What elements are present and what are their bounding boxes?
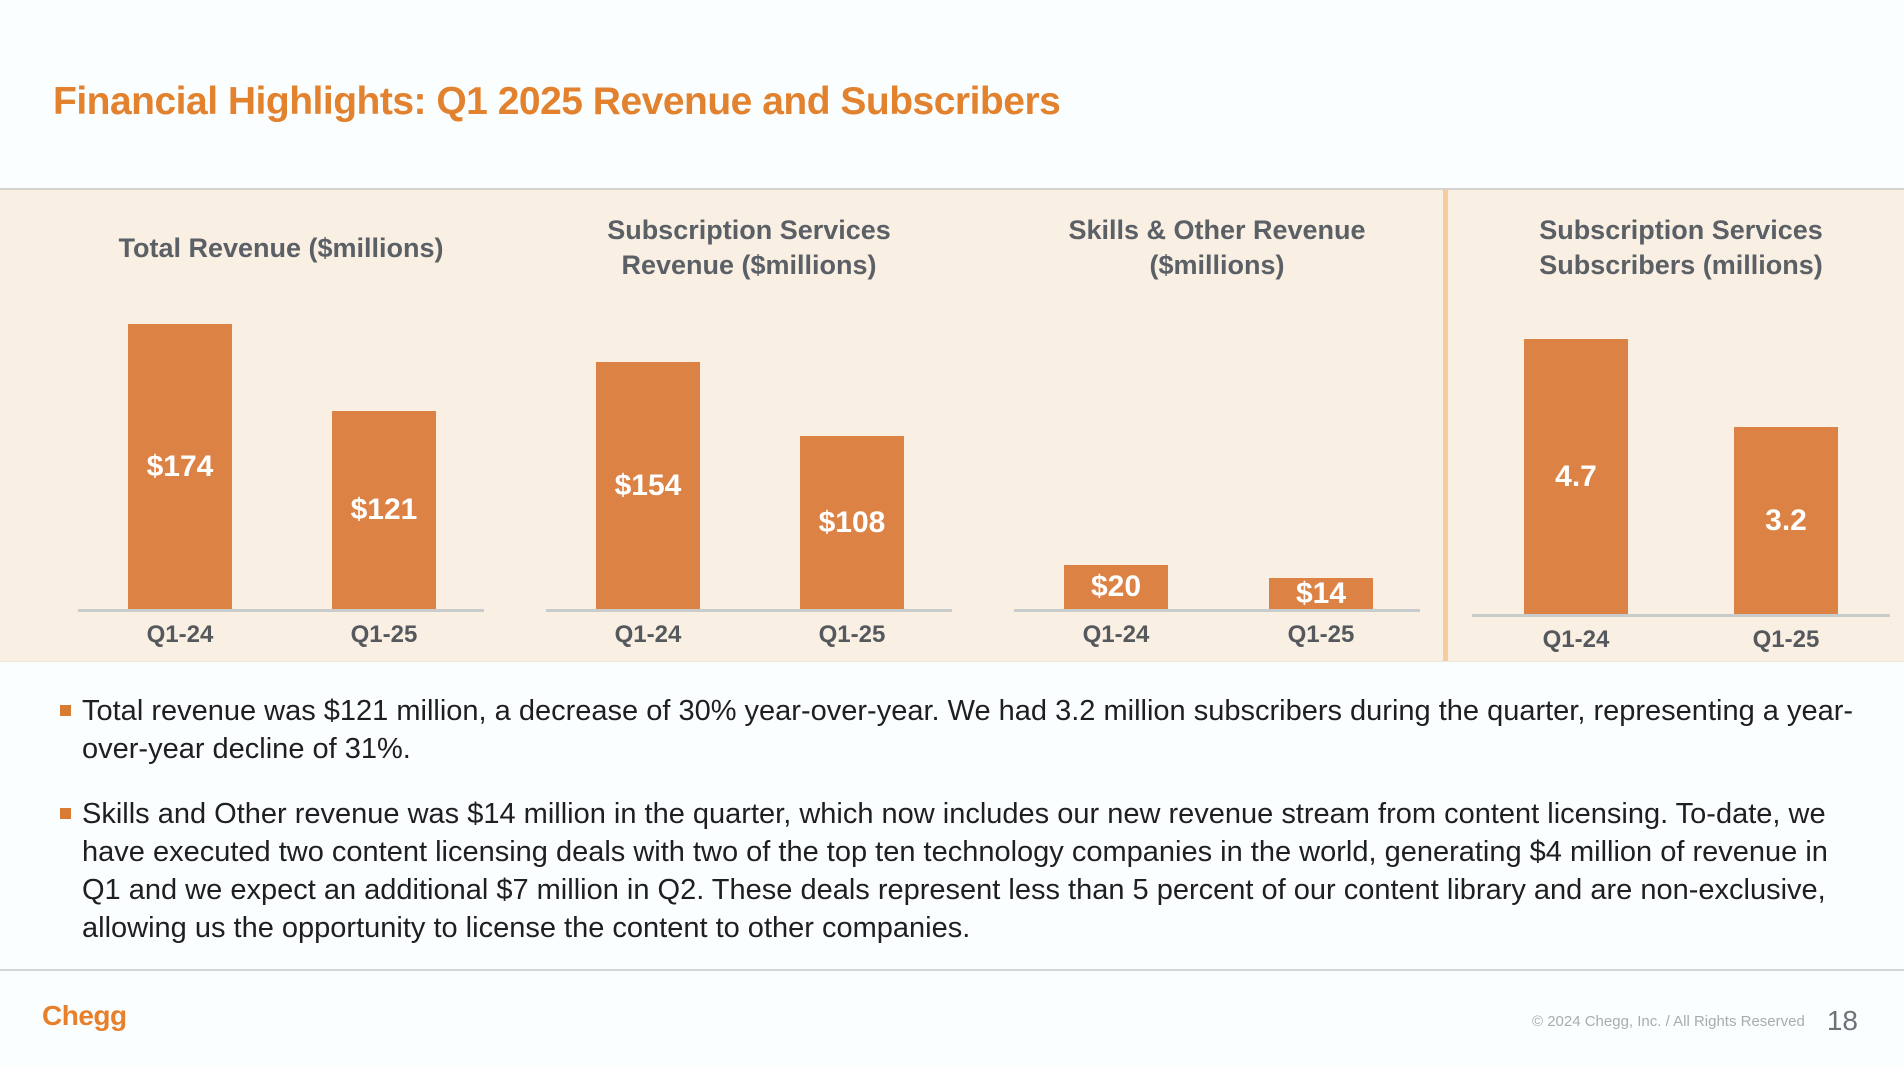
x-axis-label: Q1-24 — [1082, 621, 1150, 648]
copyright-text: © 2024 Chegg, Inc. / All Rights Reserved — [1531, 1012, 1805, 1030]
bullet-text: Total revenue was $121 million, a decrease of 30% year-over-year. We had 3.2 million subscribers during the quarter, representing a year-over-year decline of 31%. — [82, 695, 1854, 765]
x-axis-label: Q1-25 — [818, 621, 886, 648]
x-axis-label: Q1-24 — [146, 621, 214, 648]
x-axis-line — [78, 609, 484, 612]
bullet-list — [60, 692, 1866, 974]
bar-value-label: $121 — [350, 493, 418, 526]
bar-value-label: 4.7 — [1555, 459, 1597, 493]
bar-value-label: $108 — [818, 505, 886, 539]
page-title: Financial Highlights: Q1 2025 Revenue and Subscribers — [53, 80, 1061, 123]
chart-title: Subscription Services Revenue ($millions) — [607, 215, 891, 280]
bar-Q1-25 — [800, 436, 904, 609]
footer-right — [1532, 1000, 1858, 1042]
bar-Q1-25 — [1734, 427, 1838, 614]
bar-Q1-24 — [1064, 565, 1168, 609]
x-axis-line — [546, 609, 952, 612]
chart-panel-2 — [506, 190, 992, 661]
bullet-text: Skills and Other revenue was $14 million in the quarter, which now includes our new revenue stream from content licensing. To-date, we have executed two content licensing deals with two of the top ten technology companies in the world, generating $4 million of revenue in Q1 and we expect an additional $7 million in Q2. These deals represent less than 5 percent of our content library and are non-exclusive, allowing us the opportunity to license the content to other companies. — [82, 798, 1828, 944]
x-axis-label: Q1-25 — [1287, 621, 1355, 648]
footer-divider — [0, 969, 1904, 971]
page-number: 18 — [1826, 1005, 1858, 1036]
bar-value-label: $174 — [146, 449, 214, 483]
bar-Q1-25 — [332, 411, 436, 609]
chart-title: Skills & Other Revenue ($millions) — [1068, 215, 1366, 280]
x-axis-label: Q1-25 — [350, 621, 418, 648]
x-axis-line — [1472, 614, 1890, 617]
bar-Q1-25 — [1269, 578, 1373, 609]
bar-Q1-24 — [128, 324, 232, 609]
chegg-logo: Chegg — [42, 1000, 127, 1031]
bar-value-label: $154 — [614, 468, 682, 502]
chart-panel-4 — [1432, 190, 1904, 661]
bar-Q1-24 — [596, 362, 700, 609]
bullet-square-icon — [60, 705, 71, 716]
chart-title: Total Revenue ($millions) — [118, 232, 444, 263]
bullet-item — [60, 692, 1866, 768]
x-axis-line — [1014, 609, 1420, 612]
x-axis-label: Q1-24 — [614, 621, 682, 648]
bullet-square-icon — [60, 808, 71, 819]
chart-panel-1 — [38, 190, 524, 661]
bar-Q1-24 — [1524, 339, 1628, 614]
x-axis-label: Q1-24 — [1542, 626, 1610, 653]
chart-panel-3 — [974, 190, 1460, 661]
bar-value-label: 3.2 — [1765, 503, 1807, 537]
bullet-item — [60, 795, 1866, 947]
bar-value-label: $14 — [1295, 576, 1347, 610]
x-axis-label: Q1-25 — [1752, 626, 1820, 653]
chart-title: Subscription Services Subscribers (millions) — [1539, 215, 1823, 280]
bar-value-label: $20 — [1090, 570, 1142, 603]
chart-band — [0, 188, 1904, 662]
